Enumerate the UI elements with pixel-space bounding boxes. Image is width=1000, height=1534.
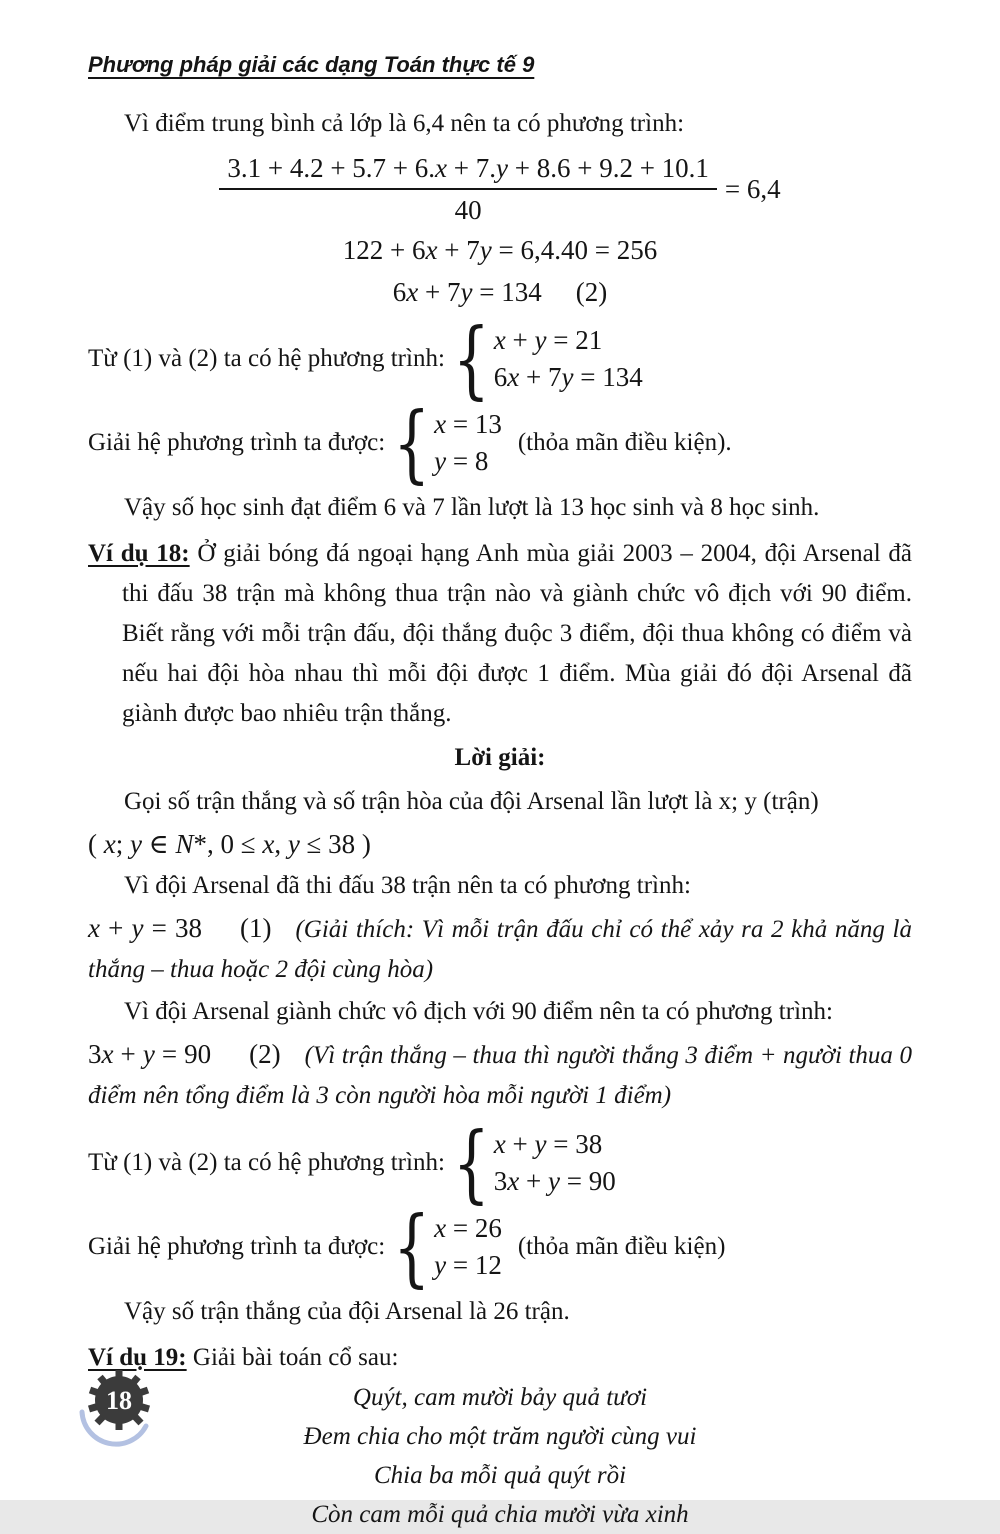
poem-line-2: Đem chia cho một trăm người cùng vui	[303, 1423, 697, 1450]
call-variables: Gọi số trận thắng và số trận hòa của đội Arsenal lần lượt là x; y (trận)	[124, 788, 819, 815]
variable-domain: ( x; y ∈ N*, 0 ≤ x, y ≤ 38 )	[88, 829, 371, 859]
example-19-label: Ví dụ 19:	[88, 1344, 187, 1371]
system-1	[452, 309, 643, 409]
solution-2-note: (thỏa mãn điều kiện)	[517, 1233, 726, 1260]
example-18-label: Ví dụ 18:	[88, 540, 190, 567]
system-1-eq-b: 6x + 7y = 134	[493, 362, 643, 392]
system-2-intro: Từ (1) và (2) ta có hệ phương trình:	[88, 1149, 445, 1176]
system-1-equations	[494, 322, 643, 396]
why-equation-1: Vì đội Arsenal đã thi đấu 38 trận nên ta có phương trình:	[124, 872, 691, 899]
solution-2-intro: Giải hệ phương trình ta được:	[88, 1233, 386, 1260]
solution-1-values	[434, 406, 502, 480]
equation-2-body: 6x + 7y = 134	[392, 277, 542, 307]
running-header	[88, 50, 912, 80]
example-18-paragraph	[88, 534, 912, 734]
avg-score-intro: Vì điểm trung bình cả lớp là 6,4 nên ta có phương trình:	[124, 110, 685, 137]
solution-2-values	[434, 1210, 502, 1284]
solution-1-y: y = 8	[434, 446, 489, 476]
example-19-text: Giải bài toán cổ sau:	[186, 1344, 399, 1371]
left-brace-icon: {	[452, 309, 490, 409]
system-2-row	[88, 1113, 912, 1213]
fraction-rhs: = 6,4	[724, 174, 781, 204]
conclusion-1: Vậy số học sinh đạt điểm 6 và 7 lần lượt là 13 học sinh và 8 học sinh.	[124, 494, 820, 521]
equation-1-tag: (1)	[239, 913, 272, 943]
system-1-intro: Từ (1) và (2) ta có hệ phương trình:	[88, 345, 445, 372]
solution-2-system	[393, 1197, 502, 1297]
fraction-denominator: 40	[454, 195, 482, 225]
solution-2-row	[88, 1197, 912, 1297]
fraction-numerator: 3.1 + 4.2 + 5.7 + 6.x + 7.y + 8.6 + 9.2 + 10.1	[219, 150, 717, 190]
equation-2	[88, 272, 912, 312]
solution-2-x: x = 26	[434, 1213, 502, 1243]
system-1-eq-a: x + y = 21	[493, 325, 603, 355]
equation-122: 122 + 6x + 7y = 6,4.40 = 256	[342, 235, 658, 265]
equation-2-tag: (2)	[575, 277, 608, 307]
solution-1-row	[88, 393, 912, 493]
left-brace-icon: {	[393, 393, 431, 493]
left-brace-icon: {	[393, 1197, 431, 1297]
average-equation	[88, 150, 912, 228]
system-2-eq-a: x + y = 38	[493, 1129, 603, 1159]
poem-line-1: Quýt, cam mười bảy quả tươi	[352, 1384, 648, 1411]
equation-2-note: (Vì trận thắng – thua thì người thắng 3 điểm + người thua 0 điểm nên tổng điểm là 3 còn người hòa mỗi người 1 điểm)	[88, 1042, 912, 1109]
solution-heading: Lời giải:	[454, 744, 546, 771]
equation-2-body-vd18: 3x + y = 90	[88, 1039, 212, 1069]
system-2	[452, 1113, 616, 1213]
example-19-paragraph	[88, 1338, 912, 1378]
why-equation-2: Vì đội Arsenal giành chức vô địch với 90 điểm nên ta có phương trình:	[124, 998, 833, 1025]
fraction	[219, 150, 717, 228]
poem-line-3: Chia ba mỗi quả quýt rồi	[373, 1462, 627, 1489]
equation-2-line	[88, 1034, 912, 1116]
equation-1-note: (Giải thích: Vì mỗi trận đấu chỉ có thể xảy ra 2 khả năng là thắng – thua hoặc 2 đội cùng hòa)	[88, 916, 912, 983]
system-2-eq-b: 3x + y = 90	[493, 1166, 616, 1196]
page-number-badge	[74, 1368, 164, 1464]
running-header-title: Phương pháp giải các dạng Toán thực tế 9	[88, 52, 535, 77]
gear-icon	[74, 1368, 164, 1464]
conclusion-2: Vậy số trận thắng của đội Arsenal là 26 trận.	[124, 1298, 570, 1325]
page-number: 18	[106, 1386, 132, 1415]
poem-line-4: Còn cam mỗi quả chia mười vừa xinh	[311, 1501, 689, 1528]
solution-1-system	[393, 393, 502, 493]
example-18-text: Ở giải bóng đá ngoại hạng Anh mùa giải 2003 – 2004, đội Arsenal đã thi đấu 38 trận mà không thua trận nào và giành chức vô địch với 90 điểm. Biết rằng với mỗi trận đấu, đội thắng đuộc 3 điểm, đội thua không có điểm và nếu hai đội hòa nhau thì mỗi đội được 1 điểm. Mùa giải đó đội Arsenal đã giành được bao nhiêu trận thắng.	[122, 540, 913, 727]
left-brace-icon: {	[452, 1113, 490, 1213]
equation-1-body: x + y = 38	[88, 913, 202, 943]
system-2-equations	[494, 1126, 616, 1200]
equation-1-line	[88, 908, 912, 990]
solution-1-intro: Giải hệ phương trình ta được:	[88, 429, 386, 456]
equation-2-tag-vd18: (2)	[249, 1039, 281, 1069]
solution-1-x: x = 13	[434, 409, 502, 439]
solution-2-y: y = 12	[434, 1250, 502, 1280]
solution-1-note: (thỏa mãn điều kiện).	[517, 429, 732, 456]
system-1-row	[88, 309, 912, 409]
